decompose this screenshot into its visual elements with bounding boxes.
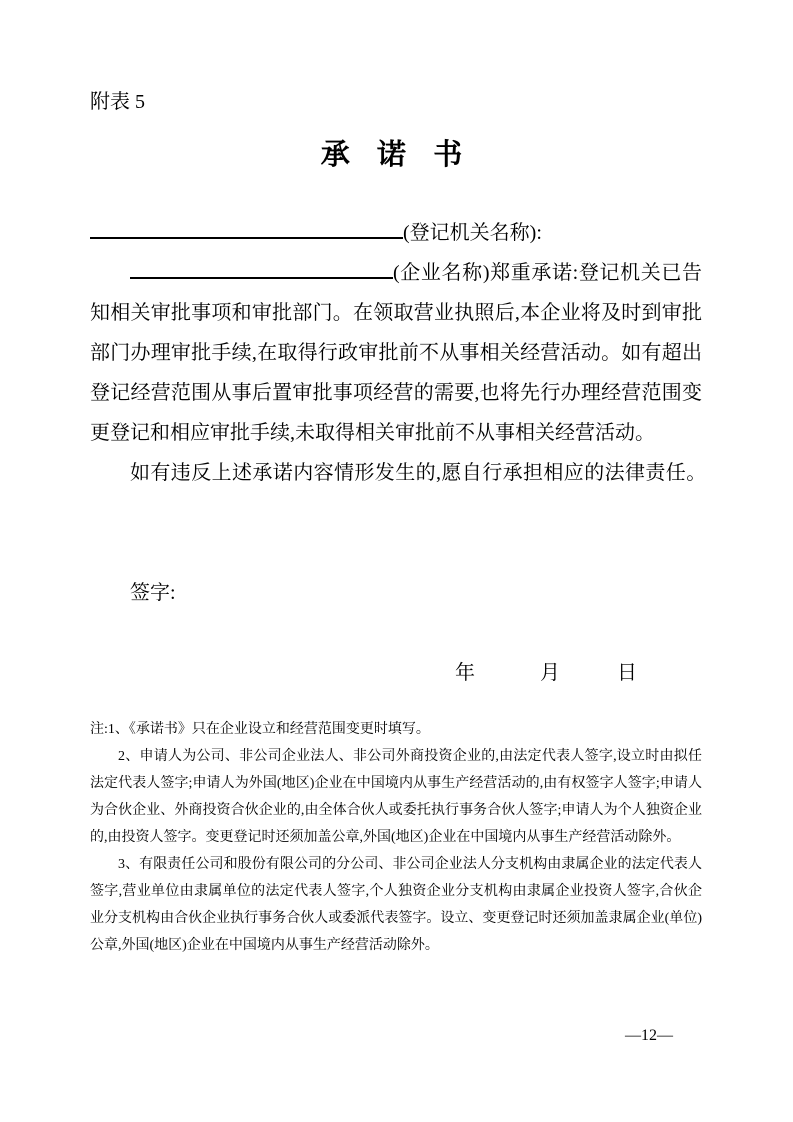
date-line xyxy=(90,653,730,693)
attachment-label: 附表 5 xyxy=(90,91,145,113)
registration-authority-line xyxy=(90,213,702,253)
enterprise-name-blank-field xyxy=(130,253,393,279)
document-body xyxy=(90,213,707,493)
note-paragraph: 3、有限责任公司和股份有限公司的分公司、非公司企业法人分支机构由隶属企业的法定代表人签字,营业单位由隶属单位的法定代表人签字,个人独资企业分支机构由隶属企业投资人签字,合伙企业分支机构由合伙企业执行事务合伙人或委派代表签字。设立、变更登记时还须加盖隶属企业(单位)公章,外国(地区)企业在中国境内从事生产经营活动除外。 xyxy=(90,857,702,953)
date-day-label: 日 xyxy=(617,662,637,684)
date-year-label: 年 xyxy=(455,662,475,684)
commitment-paragraph xyxy=(90,253,702,453)
registration-authority-label: (登记机关名称): xyxy=(403,222,542,244)
document-title: 承 诺 书 xyxy=(320,139,473,171)
note-paragraph: 2、申请人为公司、非公司企业法人、非公司外商投资企业的,由法定代表人签字,设立时由拟任法定代表人签字;申请人为外国(地区)企业在中国境内从事生产经营活动的,由有权签字人签字;申请人为合伙企业、外商投资合伙企业的,由全体合伙人或委托执行事务合伙人签字;申请人为个人独资企业的,由投资人签字。变更登记时还须加盖公章,外国(地区)企业在中国境内从事生产经营活动除外。 xyxy=(90,749,702,845)
notes-section xyxy=(90,716,702,959)
date-month-label: 月 xyxy=(540,662,560,684)
note-paragraph: 注:1、《承诺书》只在企业设立和经营范围变更时填写。 xyxy=(90,722,430,737)
commitment-text: (企业名称)郑重承诺:登记机关已告知相关审批事项和审批部门。在领取营业执照后,本企业将及时到审批部门办理审批手续,在取得行政审批前不从事相关经营活动。如有超出登记经营范围从事后置审批事项经营的需要,也将先行办理经营范围变更登记和相应审批手续,未取得相关审批前不从事相关经营活动。 xyxy=(90,262,702,444)
signature-label: 签字: xyxy=(130,582,176,604)
registration-authority-blank-field xyxy=(90,213,403,239)
liability-statement: 如有违反上述承诺内容情形发生的,愿自行承担相应的法律责任。 xyxy=(130,462,707,484)
page-number: —12— xyxy=(625,1027,673,1044)
